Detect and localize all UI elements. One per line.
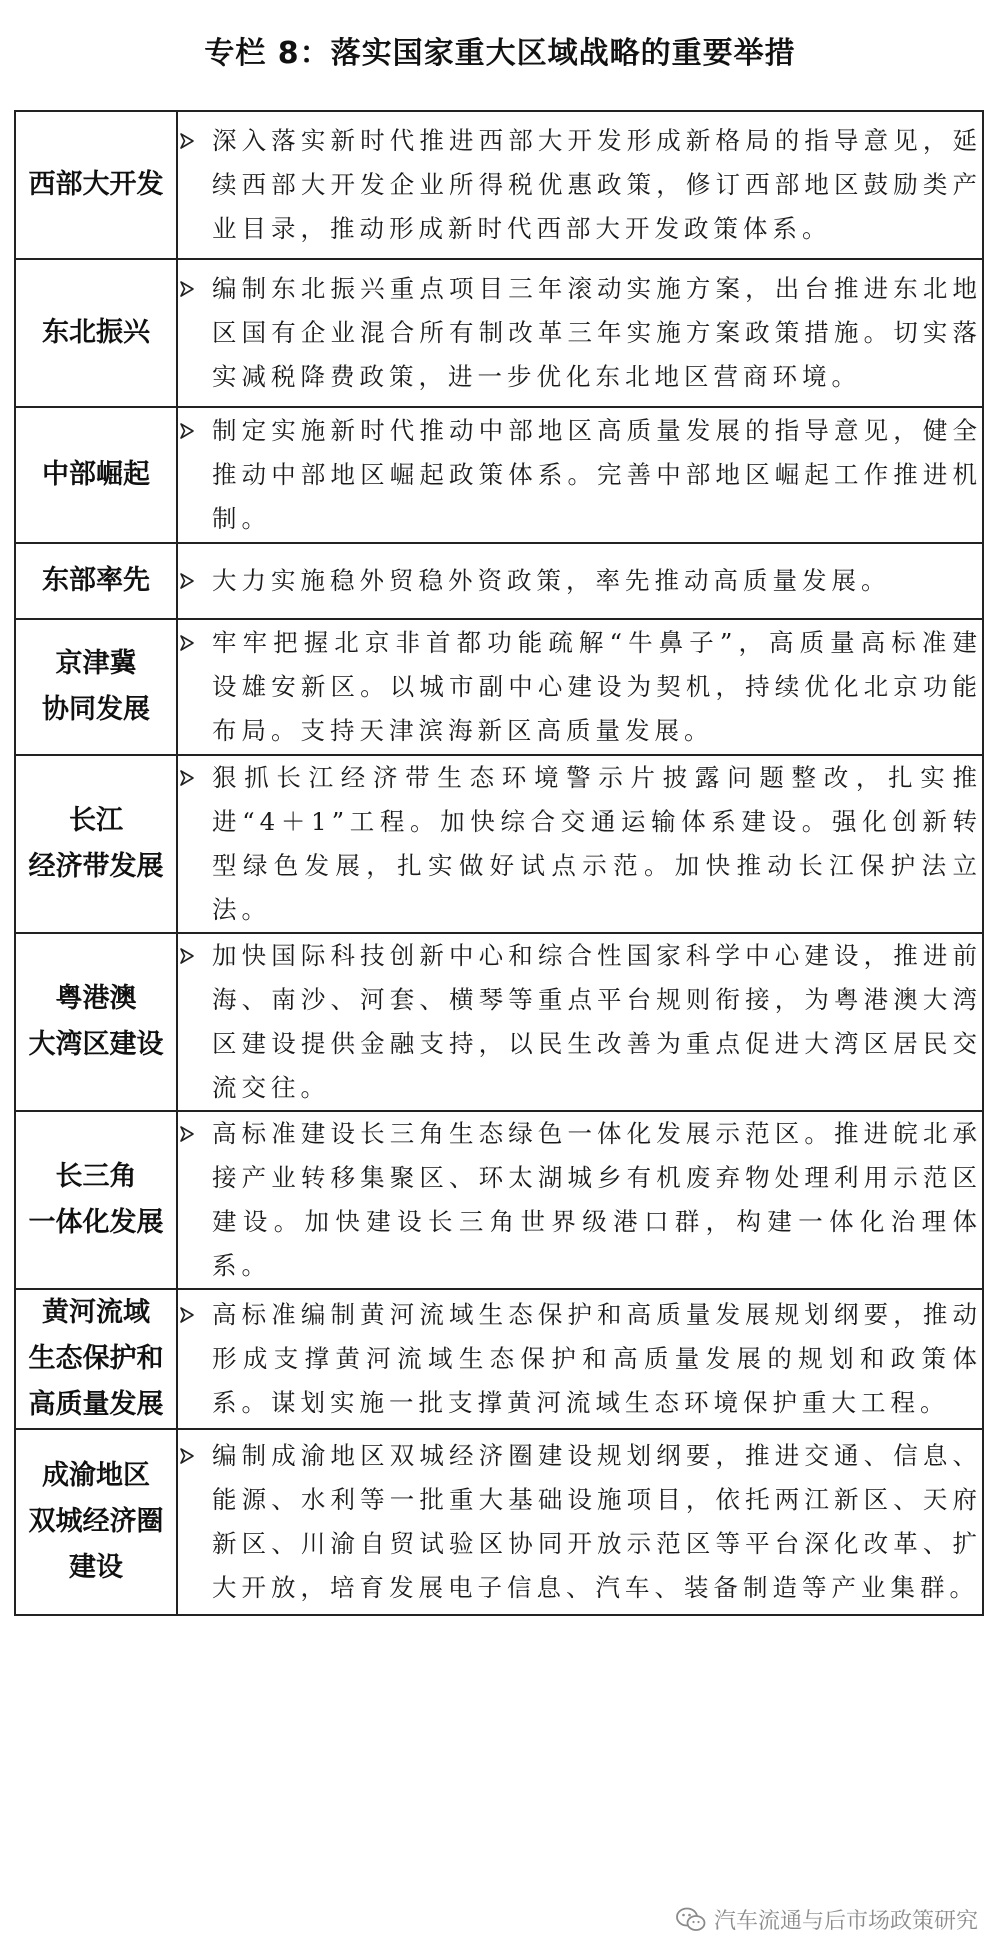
- region-name: 长三角 一体化发展: [15, 1111, 177, 1289]
- hollow-arrow-bullet-icon: [178, 1293, 212, 1337]
- watermark-text: 汽车流通与后市场政策研究: [713, 1909, 978, 1934]
- table-row: [15, 755, 983, 933]
- measure-cell: [177, 259, 983, 407]
- watermark: [676, 1904, 978, 1935]
- hollow-arrow-bullet-icon: [178, 409, 212, 453]
- table-row: [15, 1111, 983, 1289]
- table-row: [15, 1429, 983, 1615]
- region-name: 长江 经济带发展: [15, 755, 177, 933]
- table-row: [15, 259, 983, 407]
- measure-text: 加快国际科技创新中心和综合性国家科学中心建设，推进前海、南沙、河套、横琴等重点平台规则衔接，为粤港澳大湾区建设提供金融支持，以民生改善为重点促进大湾区居民交流交往。: [212, 941, 982, 1102]
- table-row: [15, 543, 983, 619]
- region-name: 东部率先: [15, 543, 177, 619]
- measure-cell: [177, 619, 983, 755]
- region-name: 中部崛起: [15, 407, 177, 543]
- measure-text: 高标准编制黄河流域生态保护和高质量发展规划纲要，推动形成支撑黄河流域生态保护和高质量发展的规划和政策体系。谋划实施一批支撑黄河流域生态环境保护重大工程。: [212, 1300, 982, 1417]
- hollow-arrow-bullet-icon: [178, 934, 212, 978]
- measure-text: 编制东北振兴重点项目三年滚动实施方案，出台推进东北地区国有企业混合所有制改革三年实施方案政策措施。切实落实减税降费政策，进一步优化东北地区营商环境。: [212, 274, 982, 391]
- measure-text: 深入落实新时代推进西部大开发形成新格局的指导意见，延续西部大开发企业所得税优惠政策，修订西部地区鼓励类产业目录，推动形成新时代西部大开发政策体系。: [212, 126, 982, 243]
- region-name: 黄河流域 生态保护和 高质量发展: [15, 1289, 177, 1429]
- hollow-arrow-bullet-icon: [178, 267, 212, 311]
- region-name: 粤港澳 大湾区建设: [15, 933, 177, 1111]
- measure-cell: [177, 1111, 983, 1289]
- table-row: [15, 1289, 983, 1429]
- hollow-arrow-bullet-icon: [178, 621, 212, 665]
- hollow-arrow-bullet-icon: [178, 119, 212, 163]
- table-row: [15, 619, 983, 755]
- measure-cell: [177, 111, 983, 259]
- wechat-icon: [676, 1907, 706, 1933]
- region-name: 成渝地区 双城经济圈 建设: [15, 1429, 177, 1615]
- measure-cell: [177, 1429, 983, 1615]
- table-row: [15, 111, 983, 259]
- hollow-arrow-bullet-icon: [178, 1434, 212, 1478]
- measure-cell: [177, 755, 983, 933]
- hollow-arrow-bullet-icon: [178, 1112, 212, 1156]
- measure-cell: [177, 933, 983, 1111]
- measure-text: 编制成渝地区双城经济圈建设规划纲要，推进交通、信息、能源、水利等一批重大基础设施项目，依托两江新区、天府新区、川渝自贸试验区协同开放示范区等平台深化改革、扩大开放，培育发展电子信息、汽车、装备制造等产业集群。: [212, 1441, 982, 1602]
- region-name: 西部大开发: [15, 111, 177, 259]
- measure-text: 牢牢把握北京非首都功能疏解“牛鼻子”，高质量高标准建设雄安新区。以城市副中心建设为契机，持续优化北京功能布局。支持天津滨海新区高质量发展。: [212, 628, 982, 745]
- measure-text: 大力实施稳外贸稳外资政策，率先推动高质量发展。: [212, 566, 891, 595]
- measures-table: [14, 110, 984, 1616]
- region-name: 京津冀 协同发展: [15, 619, 177, 755]
- measure-cell: [177, 543, 983, 619]
- hollow-arrow-bullet-icon: [178, 559, 212, 603]
- hollow-arrow-bullet-icon: [178, 756, 212, 800]
- region-name: 东北振兴: [15, 259, 177, 407]
- measure-text: 制定实施新时代推动中部地区高质量发展的指导意见，健全推动中部地区崛起政策体系。完善中部地区崛起工作推进机制。: [212, 416, 982, 533]
- measure-cell: [177, 407, 983, 543]
- measure-text: 狠抓长江经济带生态环境警示片披露问题整改，扎实推进“4＋1”工程。加快综合交通运输体系建设。强化创新转型绿色发展，扎实做好试点示范。加快推动长江保护法立法。: [212, 763, 982, 924]
- table-row: [15, 407, 983, 543]
- page-title: 专栏 8：落实国家重大区域战略的重要举措: [204, 36, 796, 71]
- measure-cell: [177, 1289, 983, 1429]
- measure-text: 高标准建设长三角生态绿色一体化发展示范区。推进皖北承接产业转移集聚区、环太湖城乡有机废弃物处理利用示范区建设。加快建设长三角世界级港口群，构建一体化治理体系。: [212, 1119, 982, 1280]
- table-row: [15, 933, 983, 1111]
